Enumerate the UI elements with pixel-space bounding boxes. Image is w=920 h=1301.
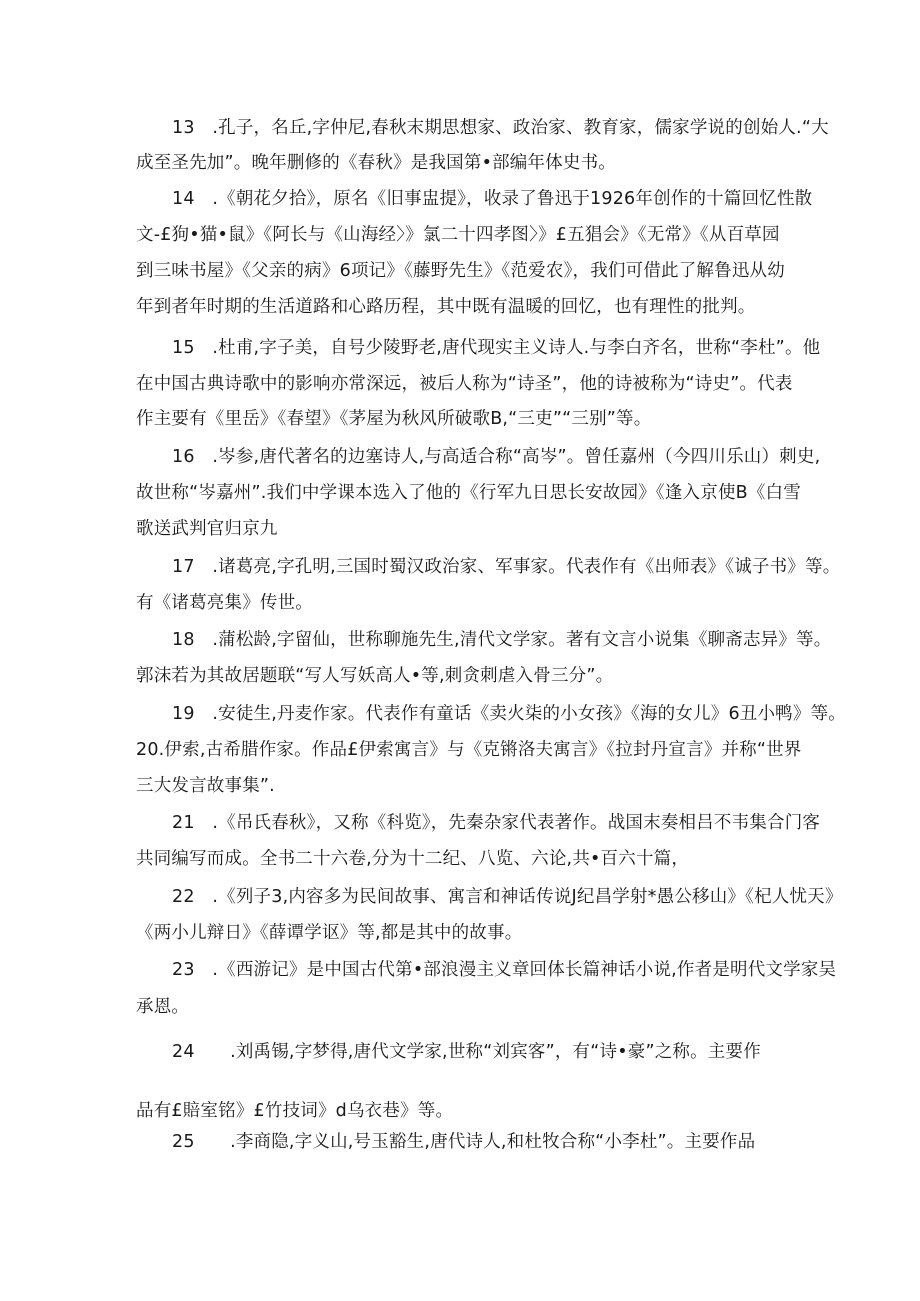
text-line: 18 .蒲松龄,字留仙，世称聊施先生,清代文学家。著有文言小说集《聊斋志异》等。 [172,630,832,650]
text-line: 有《诸葛亮集》传世。 [136,593,313,613]
text-line: 年到者年时期的生活道路和心路历程，其中既有温暖的回忆，也有理性的批判。 [136,297,756,317]
text-line: 16 .岑参,唐代著名的边塞诗人,与高适合称“高岑”。曾任嘉州（今四川乐山）刺史, [172,447,821,467]
text-line: 故世称“岑嘉州”.我们中学课本选入了他的《行军九日思长安故园》《逢入京使B《白雪 [136,483,801,503]
text-line: 在中国古典诗歌中的影响亦常深远，被后人称为“诗圣”，他的诗被称为“诗史”。代表 [136,374,793,394]
text-line: 品有£賠室铭》£竹技词》d乌衣巷》等。 [136,1101,454,1121]
text-line: 19 .安徒生,丹麦作家。代表作有童话《卖火柒的小女孩》《海的女儿》6丑小鸭》等。 [172,704,846,724]
text-line: 23 .《西游记》是中国古代第•部浪漫主义章回体长篇神话小说,作者是明代文学家吴 [172,960,837,980]
text-line: 到三味书屋》《父亲的病》6项记》《藤野先生》《范爱农》，我们可借此了解鲁迅从幼 [136,261,785,281]
text-line: 13 .孔子，名丘,字仲尼,春秋末期思想家、政治家、教育家，儒家学说的创始人.“大 [172,118,829,138]
text-line: 郭沫若为其故居题联“写人写妖高人•等,刺贪刺虐入骨三分”。 [136,666,614,686]
text-line: 22 .《列子3,内容多为民间故事、寓言和神话传说J纪昌学射*愚公移山》《杞人忧天》 [172,887,843,907]
text-line: 三大发言故事集”. [136,776,275,796]
text-line: 文-£狗•猫•鼠》《阿长与《山海经〉》氯二十四孝图〉》£五猖会》《无常》《从百草园 [136,225,780,245]
text-line: 17 .诸葛亮,字孔明,三国时蜀汉政治家、军事家。代表作有《出师表》《诚子书》等。 [172,557,841,577]
text-line: 21 .《吊氏春秋》，又称《科览》，先秦杂家代表著作。战国末奏相吕不韦集合门客 [172,813,821,833]
text-line: 20.伊索,古希腊作家。作品£伊索寓言》与《克锵洛夫寓言》《拉封丹宣言》并称“世界 [136,740,802,760]
text-line: 共同编写而成。全书二十六卷,分为十二纪、八览、六论,共•百六十篇， [136,849,690,869]
text-line: 成至圣先加”。晚年删修的《春秋》是我国第•部编年体史书。 [136,153,616,173]
text-line: 14 .《朝花夕拾》，原名《旧事盅提》，收录了鲁迅于1926年创作的十篇回忆性散 [172,189,813,209]
text-line: 承恩。 [136,997,190,1017]
text-line: 15 .杜甫,字子美，自号少陵野老,唐代现实主义诗人.与李白齐名，世称“李杜”。他 [172,338,821,358]
text-line: 24 .刘禹锡,字梦得,唐代文学家,世称“刘宾客”，有“诗•豪”之称。主要作 [172,1042,761,1062]
text-line: 《两小儿辩日》《薛谭学讴》等,都是其中的故事。 [136,923,523,943]
text-line: 歌送武判官归京九 [136,519,278,539]
text-line: 25 .李商隐,字义山,号玉豁生,唐代诗人,和杜牧合称“小李杜”。主要作品 [172,1132,756,1152]
text-line: 作主要有《里岳》《春望》《茅屋为秋风所破歌B,“三吏”“三别”等。 [136,409,652,429]
